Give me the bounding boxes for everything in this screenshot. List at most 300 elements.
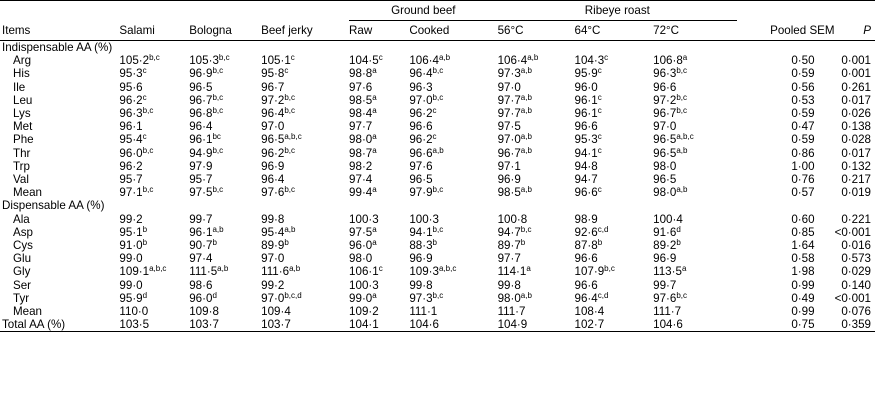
cell-value: 97·2	[261, 93, 285, 107]
section-header-row	[0, 41, 875, 55]
cell-value: 96·3	[653, 67, 677, 81]
table-row	[0, 292, 875, 305]
cell-value: 104·9	[497, 318, 528, 332]
row-label: Met	[13, 120, 33, 134]
significance-letters: b,c	[284, 185, 296, 195]
cell-value: 96·2	[261, 146, 285, 160]
value-cell	[261, 305, 349, 318]
significance-letters: b	[212, 238, 217, 248]
value-cell	[653, 173, 737, 186]
value-cell	[575, 213, 654, 226]
cell-value: 96·6	[574, 186, 598, 200]
value-cell	[349, 239, 409, 252]
cell-value: 89·2	[653, 239, 677, 253]
p-value-cell: 0·029	[841, 265, 871, 279]
cell-value: 94·1	[574, 146, 598, 160]
significance-letters: a	[372, 92, 377, 102]
value-cell	[189, 226, 261, 239]
value-cell	[119, 265, 189, 278]
cell-value: 97·9	[409, 186, 433, 200]
value-cell	[409, 67, 497, 80]
table-row	[0, 305, 875, 318]
cell-value: 103·5	[119, 318, 150, 332]
significance-letters: b,c	[676, 106, 688, 116]
value-cell	[575, 279, 654, 292]
cell-value: 96·9	[653, 252, 677, 266]
salami-header: Salami	[119, 21, 189, 41]
value-cell	[349, 120, 409, 133]
cell-value: 98·0	[349, 133, 373, 147]
value-cell	[189, 54, 261, 67]
value-cell	[409, 173, 497, 186]
pooled-sem-cell: 0·47	[791, 120, 815, 134]
cell-value: 96·5	[653, 173, 677, 187]
value-cell	[409, 133, 497, 146]
cell-value: 97·0	[261, 291, 285, 305]
cell-value: 97·3	[409, 291, 433, 305]
cell-value: 96·0	[189, 291, 213, 305]
significance-letters: b	[432, 238, 437, 248]
cell-value: 96·2	[119, 93, 143, 107]
value-cell	[653, 147, 737, 160]
significance-letters: b	[142, 224, 148, 234]
cell-value: 100·3	[409, 212, 439, 226]
pooled-sem-cell: 0·58	[791, 252, 815, 266]
value-cell	[653, 292, 737, 305]
cell-value: 99·7	[653, 278, 677, 292]
pooled-sem-cell: 0·99	[791, 278, 815, 292]
cell-value: 96·2	[409, 133, 433, 147]
cell-value: 96·6	[574, 278, 598, 292]
cell-value: 102·7	[574, 318, 605, 332]
cell-value: 97·5	[349, 225, 373, 239]
value-cell	[119, 186, 189, 199]
significance-letters: bc	[212, 132, 221, 142]
table-row	[0, 107, 875, 120]
cell-value: 95·1	[119, 225, 143, 239]
cell-value: 88·3	[409, 239, 433, 253]
value-cell	[349, 81, 409, 94]
value-cell	[409, 292, 497, 305]
cell-value: 94·1	[409, 225, 433, 239]
value-cell	[349, 213, 409, 226]
value-cell	[409, 107, 497, 120]
row-label: Total AA (%)	[0, 318, 119, 332]
cell-value: 99·0	[119, 252, 143, 266]
p-value-cell: 0·140	[841, 278, 871, 292]
cell-value: 96·5	[189, 80, 213, 94]
cell-value: 98·0	[653, 186, 677, 200]
significance-letters: b	[676, 238, 681, 248]
cell-value: 106·1	[349, 265, 379, 279]
row-label: Leu	[13, 93, 33, 107]
value-cell	[119, 213, 189, 226]
significance-letters: a,b	[432, 145, 444, 155]
cell-value: 96·1	[189, 225, 213, 239]
value-cell	[653, 252, 737, 265]
row-label: Glu	[13, 252, 32, 266]
cell-value: 95·3	[574, 133, 598, 147]
value-cell	[349, 107, 409, 120]
value-cell	[119, 94, 189, 107]
value-cell	[575, 173, 654, 186]
significance-letters: a	[372, 66, 377, 76]
value-cell	[261, 160, 349, 173]
value-cell	[409, 213, 497, 226]
row-label: Cys	[13, 239, 33, 253]
significance-letters: c	[597, 106, 602, 116]
cell-value: 108·4	[574, 305, 605, 319]
cell-value: 100·3	[349, 212, 379, 226]
significance-letters: b,c	[284, 145, 296, 155]
cell-value: 95·9	[574, 67, 598, 81]
significance-letters: b,c	[142, 106, 154, 116]
pooled-sem-cell: 0·59	[791, 107, 815, 121]
cell-value: 96·1	[119, 120, 143, 134]
value-cell	[349, 94, 409, 107]
significance-letters: a,b	[520, 92, 532, 102]
significance-letters: b	[284, 238, 289, 248]
cell-value: 97·6	[409, 159, 433, 173]
cell-value: 97·4	[349, 173, 373, 187]
value-cell	[189, 186, 261, 199]
p-value-header: P	[835, 21, 875, 41]
row-label: Ile	[13, 80, 26, 94]
pooled-sem-cell: 0·50	[791, 54, 815, 68]
cell-value: 97·2	[653, 93, 677, 107]
significance-letters: a	[372, 185, 377, 195]
value-cell	[498, 67, 575, 80]
cell-value: 97·0	[261, 252, 285, 266]
significance-letters: c	[378, 264, 383, 274]
cell-value: 91·6	[653, 225, 677, 239]
significance-letters: b,c	[284, 106, 296, 116]
value-cell	[575, 186, 654, 199]
significance-letters: a,b	[438, 53, 451, 63]
cell-value: 96·0	[574, 80, 598, 94]
row-label: Tyr	[13, 291, 30, 305]
value-cell	[349, 160, 409, 173]
pooled-sem-cell: 1·64	[791, 239, 815, 253]
value-cell	[119, 173, 189, 186]
value-cell	[189, 279, 261, 292]
significance-letters: c	[378, 53, 383, 63]
value-cell	[189, 81, 261, 94]
significance-letters: c	[597, 145, 602, 155]
cell-value: 95·8	[261, 67, 285, 81]
cell-value: 95·9	[119, 291, 143, 305]
significance-letters: a,b	[676, 145, 688, 155]
value-cell	[498, 226, 575, 239]
value-cell	[261, 265, 349, 278]
cell-value: 96·1	[574, 107, 598, 121]
cell-value: 94·9	[189, 146, 213, 160]
value-cell	[575, 305, 654, 318]
value-cell	[261, 67, 349, 80]
significance-letters: b,c	[520, 224, 532, 234]
cell-value: 96·9	[497, 173, 521, 187]
cell-value: 99·7	[189, 212, 213, 226]
cell-value: 111·7	[497, 305, 526, 319]
value-cell	[575, 107, 654, 120]
cell-value: 97·3	[497, 67, 521, 81]
row-label: Asp	[13, 225, 33, 239]
cell-value: 103·7	[261, 318, 291, 332]
p-value-cell: 0·026	[841, 107, 871, 121]
value-cell	[409, 186, 497, 199]
p-value-cell: <0·001	[834, 225, 871, 239]
cell-value: 98·0	[497, 291, 521, 305]
significance-letters: c	[604, 53, 609, 63]
pooled-sem-cell: 1·98	[791, 265, 815, 279]
pooled-sem-cell: 0·60	[791, 212, 815, 226]
significance-letters: b,c	[432, 290, 444, 300]
cell-value: 97·6	[653, 291, 677, 305]
cell-value: 111·5	[189, 265, 218, 279]
pooled-sem-cell: 0·59	[791, 133, 815, 147]
cell-value: 110·0	[119, 305, 149, 319]
cell-value: 98·0	[349, 252, 373, 266]
cell-value: 97·6	[261, 186, 285, 200]
value-cell	[189, 213, 261, 226]
value-cell	[498, 133, 575, 146]
cell-value: 109·4	[261, 305, 291, 319]
p-value-cell: 0·001	[841, 54, 871, 68]
value-cell	[261, 226, 349, 239]
pooled-sem-cell: 1·00	[791, 159, 815, 173]
cell-value: 109·3	[409, 265, 439, 279]
pooled-sem-cell: 0·75	[737, 318, 834, 332]
pooled-sem-cell: 0·57	[791, 186, 815, 200]
value-cell	[261, 147, 349, 160]
cell-value: 114·1	[497, 265, 527, 279]
cell-value: 97·5	[189, 186, 213, 200]
cell-value: 100·8	[497, 212, 528, 226]
value-cell	[261, 133, 349, 146]
significance-letters: a,b	[520, 145, 532, 155]
p-value-cell: 0·359	[835, 318, 875, 332]
significance-letters: a	[682, 53, 688, 63]
significance-letters: a,b	[217, 264, 229, 274]
section-title: Indispensable AA (%)	[2, 41, 113, 54]
cell-value: 104·6	[409, 318, 439, 332]
value-cell	[261, 120, 349, 133]
value-cell	[575, 54, 654, 67]
value-cell	[409, 147, 497, 160]
cell-value: 96·7	[653, 107, 677, 121]
significance-letters: a	[372, 290, 377, 300]
value-cell	[653, 279, 737, 292]
value-cell	[189, 107, 261, 120]
value-cell	[409, 279, 497, 292]
temp-64-header: 64°C	[575, 21, 654, 41]
significance-letters: c	[597, 92, 602, 102]
cell-value: 96·6	[574, 252, 598, 266]
cell-value: 99·8	[409, 278, 433, 292]
value-cell	[498, 147, 575, 160]
cell-value: 97·7	[497, 107, 521, 121]
value-cell	[349, 186, 409, 199]
significance-letters: c,d	[597, 290, 609, 300]
value-cell	[189, 147, 261, 160]
cell-value: 96·5	[653, 133, 677, 147]
cell-value: 109·1	[119, 265, 150, 279]
cell-value: 98·4	[349, 107, 373, 121]
value-cell	[261, 292, 349, 305]
cell-value: 96·4	[574, 291, 598, 305]
cell-value: 95·3	[119, 67, 143, 81]
significance-letters: b,c	[676, 92, 688, 102]
ribeye-roast-group-header: Ribeye roast	[498, 1, 738, 21]
cell-value: 96·3	[409, 80, 433, 94]
cell-value: 111·7	[653, 305, 682, 319]
bologna-header: Bologna	[189, 21, 261, 41]
value-cell	[119, 147, 189, 160]
table-row	[0, 252, 875, 265]
value-cell	[575, 292, 654, 305]
temp-72-header: 72°C	[653, 21, 737, 41]
value-cell	[349, 173, 409, 186]
cell-value: 99·8	[497, 278, 521, 292]
section-title: Dispensable AA (%)	[2, 199, 105, 213]
value-cell	[575, 120, 654, 133]
significance-letters: b,c	[432, 224, 444, 234]
cell-value: 94·7	[574, 173, 598, 187]
value-cell	[189, 173, 261, 186]
value-cell	[409, 120, 497, 133]
significance-letters: a,b	[289, 264, 301, 274]
cell-value: 87·8	[574, 239, 598, 253]
cell-value: 105·2	[119, 54, 150, 68]
value-cell	[498, 213, 575, 226]
value-cell	[189, 160, 261, 173]
cell-value: 105·1	[261, 54, 291, 68]
significance-letters: c	[290, 53, 295, 63]
value-cell	[498, 54, 575, 67]
row-label: Arg	[13, 54, 32, 68]
cell-value: 97·6	[349, 80, 373, 94]
cell-value: 99·0	[119, 278, 143, 292]
cell-value: 104·6	[653, 318, 683, 332]
cell-value: 96·7	[497, 146, 521, 160]
value-cell	[261, 94, 349, 107]
table-row	[0, 160, 875, 173]
p-value-cell: 0·138	[841, 120, 871, 134]
p-value-cell: 0·001	[841, 67, 871, 81]
value-cell	[653, 226, 737, 239]
table-row	[0, 226, 875, 239]
value-cell	[119, 133, 189, 146]
value-cell	[653, 265, 737, 278]
value-cell	[261, 54, 349, 67]
cell-value: 96·0	[119, 146, 143, 160]
significance-letters: d	[676, 224, 681, 234]
table-body	[0, 41, 875, 332]
cell-value: 97·1	[119, 186, 143, 200]
significance-letters: d	[142, 290, 148, 300]
p-value-cell: 0·028	[841, 133, 871, 147]
value-cell	[119, 305, 189, 318]
table-row	[0, 147, 875, 160]
cell-value: 105·3	[189, 54, 219, 68]
cell-value: 106·4	[409, 54, 439, 68]
cell-value: 97·4	[189, 252, 213, 266]
pooled-sem-cell: 0·56	[791, 80, 815, 94]
cell-value: 95·7	[119, 173, 143, 187]
p-value-cell: 0·573	[841, 252, 871, 266]
significance-letters: a,b	[520, 66, 532, 76]
significance-letters: b	[597, 238, 603, 248]
cell-value: 94·8	[574, 159, 598, 173]
cell-value: 98·5	[497, 186, 521, 200]
row-label: Gly	[13, 265, 31, 279]
significance-letters: b,c	[142, 185, 154, 195]
value-cell	[575, 133, 654, 146]
cell-value: 96·4	[261, 107, 285, 121]
pooled-sem-cell: 0·85	[791, 225, 815, 239]
cell-value: 97·0	[497, 133, 521, 147]
pooled-sem-cell: 0·59	[791, 67, 815, 81]
significance-letters: a	[526, 264, 531, 274]
cell-value: 97·7	[497, 252, 521, 266]
value-cell	[653, 94, 737, 107]
p-value-cell: 0·017	[841, 146, 871, 160]
cell-value: 100·3	[349, 278, 379, 292]
significance-letters: c	[597, 66, 602, 76]
value-cell	[498, 305, 575, 318]
value-cell	[498, 186, 575, 199]
value-cell	[498, 265, 575, 278]
cell-value: 89·9	[261, 239, 285, 253]
cell-value: 98·9	[574, 212, 598, 226]
cell-value: 99·8	[261, 212, 285, 226]
significance-letters: a	[372, 132, 377, 142]
significance-letters: b,c	[212, 66, 224, 76]
column-header-row	[0, 21, 875, 41]
row-label: Ala	[13, 212, 30, 226]
value-cell	[575, 265, 654, 278]
value-cell	[261, 239, 349, 252]
value-cell	[119, 279, 189, 292]
value-cell	[575, 81, 654, 94]
row-label: Thr	[13, 146, 31, 160]
cell-value: 96·9	[261, 159, 285, 173]
significance-letters: a,b,c	[284, 132, 302, 142]
value-cell	[189, 305, 261, 318]
value-cell	[653, 81, 737, 94]
value-cell	[261, 107, 349, 120]
significance-letters: b,c,d	[284, 290, 302, 300]
header-group-row	[0, 1, 875, 21]
cell-value: 96·5	[409, 173, 433, 187]
pooled-sem-cell: 0·49	[791, 291, 815, 305]
value-cell	[261, 81, 349, 94]
cell-value: 97·0	[653, 120, 677, 134]
significance-letters: a,b,c	[438, 264, 457, 274]
pooled-sem-cell: 0·86	[791, 146, 815, 160]
cell-value: 98·8	[349, 67, 373, 81]
value-cell	[498, 239, 575, 252]
cell-value: 96·4	[189, 120, 213, 134]
significance-letters: b,c	[142, 145, 154, 155]
cell-value: 89·7	[497, 239, 521, 253]
cell-value: 97·0	[409, 93, 433, 107]
cell-value: 96·3	[119, 107, 143, 121]
cell-value: 111·1	[409, 305, 438, 319]
pooled-sem-header: Pooled SEM	[737, 21, 834, 41]
section-header-row	[0, 199, 875, 212]
cell-value: 90·7	[189, 239, 213, 253]
